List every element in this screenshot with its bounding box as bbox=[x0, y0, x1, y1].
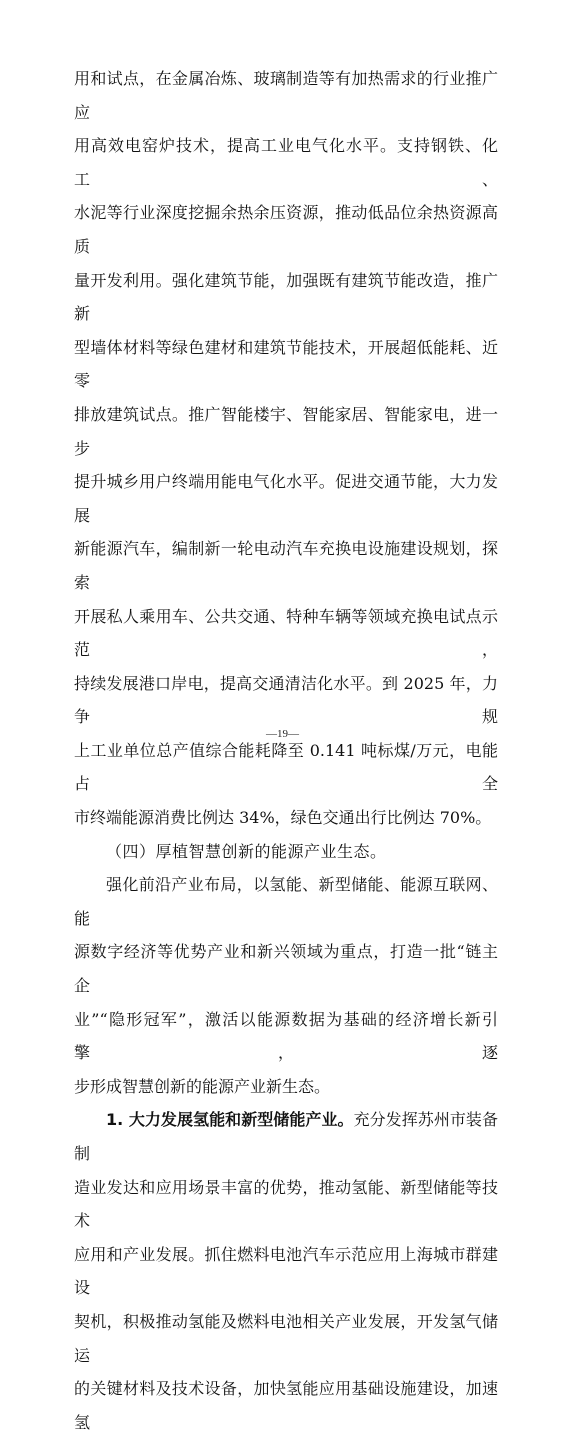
text-line: 用和试点，在金属冶炼、玻璃制造等有加热需求的行业推广应 bbox=[74, 69, 498, 122]
text-line: 造业发达和应用场景丰富的优势，推动氢能、新型储能等技术 bbox=[74, 1177, 498, 1231]
text-line: 的关键材料及技术设备，加快氢能应用基础设施建设，加速氢 bbox=[74, 1379, 498, 1432]
text-line: 业”“隐形冠军”，激活以能源数据为基础的经济增长新引擎，逐 bbox=[74, 1009, 498, 1063]
text-line bbox=[74, 1103, 498, 1170]
section-heading: （四）厚植智慧创新的能源产业生态。 bbox=[106, 841, 387, 861]
paragraph-industry-layout bbox=[74, 868, 498, 1103]
text-line: 型墙体材料等绿色建材和建筑节能技术，开展超低能耗、近零 bbox=[74, 337, 498, 391]
text-line: 水泥等行业深度挖掘余热余压资源，推动低品位余热资源高质 bbox=[74, 203, 498, 256]
subsection-heading: 1. 大力发展氢能和新型储能产业。 bbox=[106, 1110, 354, 1130]
text-run: 充分发挥苏州市装备制 bbox=[74, 1110, 498, 1163]
text-line: 持续发展港口岸电，提高交通清洁化水平。到 2025 年，力争规 bbox=[74, 673, 498, 727]
page-number: —19— bbox=[266, 728, 299, 740]
text-line: 强化前沿产业布局，以氢能、新型储能、能源互联网、能 bbox=[74, 875, 498, 928]
text-line: 契机，积极推动氢能及燃料电池相关产业发展，开发氢气储运 bbox=[74, 1311, 498, 1365]
paragraph-hydrogen-storage bbox=[74, 1103, 498, 1439]
paragraph-continued bbox=[74, 62, 498, 835]
text-line: 上工业单位总产值综合能耗降至 0.141 吨标煤/万元，电能占全 bbox=[74, 740, 498, 794]
text-line: 用高效电窑炉技术，提高工业电气化水平。支持钢铁、化工、 bbox=[74, 136, 498, 189]
text-line: 步形成智慧创新的能源产业新生态。 bbox=[74, 1076, 331, 1096]
text-line: 开展私人乘用车、公共交通、特种车辆等领域充换电试点示范， bbox=[74, 606, 498, 660]
text-line: 新能源汽车，编制新一轮电动汽车充换电设施建设规划，探索 bbox=[74, 539, 498, 592]
text-line: 市终端能源消费比例达 34%，绿色交通出行比例达 70%。 bbox=[74, 808, 492, 828]
text-line: 排放建筑试点。推广智能楼宇、智能家居、智能家电，进一步 bbox=[74, 404, 498, 458]
text-line: 源数字经济等优势产业和新兴领域为重点，打造一批“链主企 bbox=[74, 942, 498, 996]
text-line: 量开发利用。强化建筑节能，加强既有建筑节能改造，推广新 bbox=[74, 270, 498, 324]
text-line: 提升城乡用户终端用能电气化水平。促进交通节能，大力发展 bbox=[74, 472, 498, 525]
text-line: 应用和产业发展。抓住燃料电池汽车示范应用上海城市群建设 bbox=[74, 1244, 498, 1298]
body-text bbox=[74, 62, 498, 1439]
